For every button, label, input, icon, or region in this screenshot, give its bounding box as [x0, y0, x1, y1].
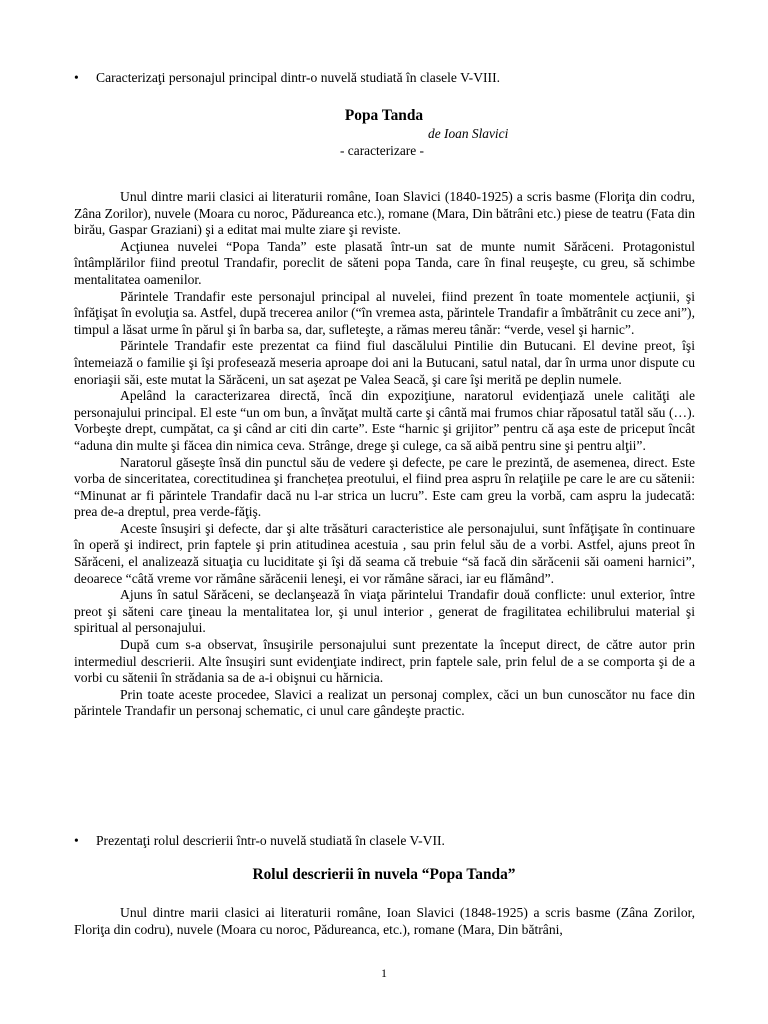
essay-one-author: de Ioan Slavici	[428, 126, 509, 141]
paragraph: După cum s-a observat, însuşirile personajului sunt prezentate la început direct, de către autor prin intermediul descrierii. Alte însuşiri sunt evidenţiate indirect, prin faptele sale, prin felul de a se comporta şi de a vorbi cu sătenii în strădania sa de a-i obişnui cu hărnicia.	[74, 637, 695, 686]
essay-one-title: Popa Tanda	[344, 107, 424, 124]
paragraph: Prin toate aceste procedee, Slavici a realizat un personaj complex, căci un bun cunoscător nu face din părintele Trandafir un personaj schematic, ci unul care gândeşte practic.	[74, 686, 695, 719]
paragraph: Unul dintre marii clasici ai literaturii române, Ioan Slavici (1840-1925) a scris basme (Floriţa din codru, Zâna Zorilor), nuvele (Moara cu noroc, Pădureanca etc.), romane (Mara, Din bătrâni etc.) piese de teatru (Fata din birău, Gaspar Graziani) şi a editat mai multe ziare şi reviste.	[74, 189, 695, 238]
paragraph: Apelând la caracterizarea directă, încă din expoziţiune, naratorul evidenţiază unele calităţi ale personajului principal. El este “un om bun, a învăţat multă carte şi cântă mai frumos chiar răposatul tatăl său (…). Vorbeşte drept, cumpătat, ca şi când ar citi din carte”. Este “harnic şi grijitor” pentru că aşa este de priceput încât “aduna din multe şi făcea din nimica ceva. Strânge, drege şi culege, ca să aibă pentru sine şi pentru alţii”.	[74, 388, 695, 453]
paragraph: Ajuns în satul Sărăceni, se declanşează în viaţa părintelui Trandafir două conflicte: unul exterior, între preot şi săteni care ţineau la mentalitatea lor, şi unul interior , generat de fragilitatea echilibrului material şi spiritual al personajului.	[74, 587, 695, 636]
task-two-text: Prezentaţi rolul descrierii într-o nuvelă studiată în clasele V-VII.	[96, 833, 445, 848]
paragraph: Acţiunea nuvelei “Popa Tanda” este plasată într-un sat de munte numit Sărăceni. Protagonistul întâmplărilor fiind preotul Trandafir, poreclit de săteni popa Tanda, care în final reuşeşte, cu greu, să schimbe mentalitatea oamenilor.	[74, 238, 695, 287]
paragraph: Naratorul găseşte însă din punctul său de vedere şi defecte, pe care le prezintă, de asemenea, direct. Este vorba de sinceritatea, corectitudinea şi franchețea preotului, el fiind prea aspru în relaţiile pe care le are cu sătenii: “Minunat ar fi părintele Trandafir dacă nu l-ar strica un lucru”. Este cam greu la vorbă, cam aspru la judecată: prea de-a dreptul, prea verde-făţiş.	[74, 454, 695, 520]
essay-one-subtitle: - caracterizare -	[340, 143, 424, 158]
essay-two-title: Rolul descrierii în nuvela “Popa Tanda”	[252, 866, 516, 883]
paragraph: Părintele Trandafir este personajul principal al nuvelei, fiind prezent în toate momentele acţiunii, şi înfăţişat în evoluţia sa. Astfel, după trecerea anilor (“în vremea asta, părintele Trandafir a îmbătrânit cu zece ani”), timpul a lăsat urme în părul şi în barba sa, dar, sufleteşte, a rămas mereu tânăr: “verde, vesel şi harnic”.	[74, 288, 695, 337]
task-two	[74, 833, 445, 849]
task-one-text: Caracterizaţi personajul principal dintr-o nuvelă studiată în clasele V-VIII.	[96, 70, 500, 85]
bullet-icon: •	[74, 70, 79, 85]
essay-two-body	[74, 905, 695, 938]
task-one	[74, 70, 500, 86]
page-number: 1	[381, 966, 387, 980]
bullet-icon: •	[74, 833, 79, 848]
essay-one-body	[74, 189, 695, 720]
paragraph: Unul dintre marii clasici ai literaturii române, Ioan Slavici (1848-1925) a scris basme (Zâna Zorilor, Floriţa din codru), nuvele (Moara cu noroc, Pădureanca, etc.), romane (Mara, Din bătrâni,	[74, 905, 695, 937]
paragraph: Părintele Trandafir este prezentat ca fiind fiul dascălului Pintilie din Butucani. El devine preot, îşi întemeiază o familie şi îşi profesează meseria aproape doi ani la Butucani, satul natal, dar în urma unor dispute cu enoriaşii săi, este mutat la Sărăceni, un sat aşezat pe Valea Seacă, şi care îşi merită pe deplin numele.	[74, 338, 695, 387]
paragraph: Aceste însuşiri şi defecte, dar şi alte trăsături caracteristice ale personajului, sunt înfăţişate în continuare în operă şi indirect, prin faptele şi prin atitudinea acestuia , sau prin felul său de a vorbi. Astfel, ajuns preot în Sărăceni, el analizează situaţia cu luciditate şi îşi dă seama că trebuie “să facă din sărăcenii săi oameni harnici”, deoarece “câtă vreme vor rămâne sărăcenii leneşi, ei vor rămâne săraci, iar eu flămând”.	[74, 520, 695, 586]
